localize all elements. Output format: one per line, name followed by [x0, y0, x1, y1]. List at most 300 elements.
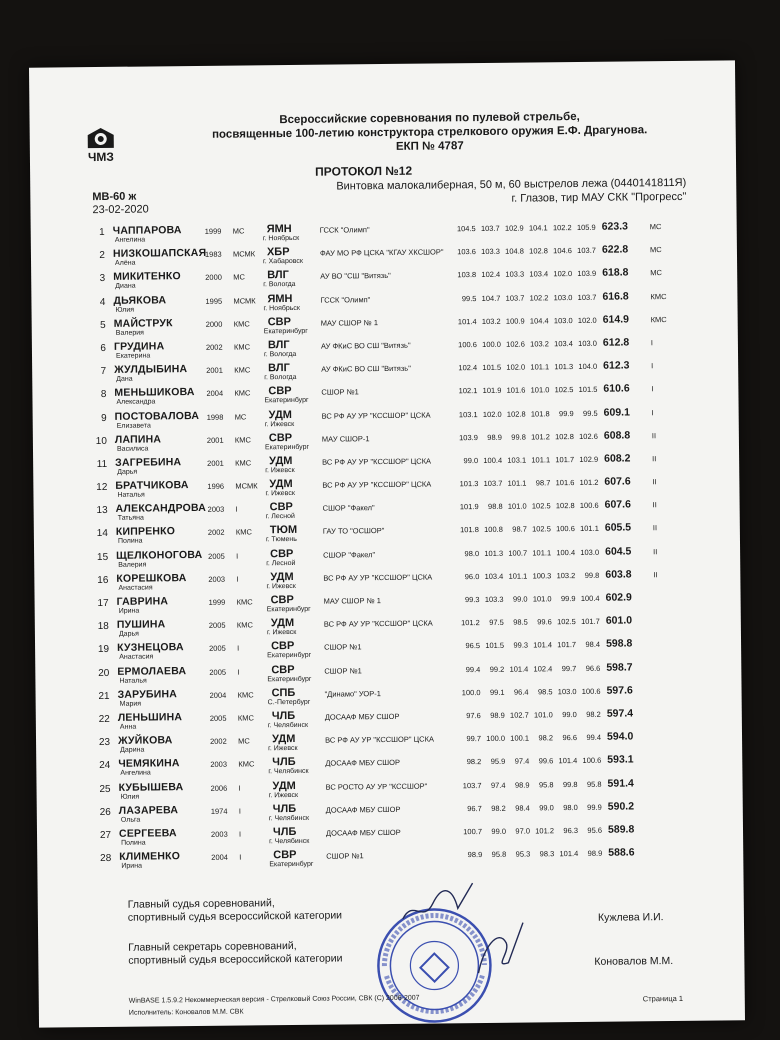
athlete-rank: КМС [237, 713, 254, 723]
series-score: 97.0 [515, 826, 531, 836]
birth-year: 2003 [207, 504, 225, 515]
series-score: 99.5 [461, 293, 477, 303]
place: 12 [96, 481, 108, 494]
city: г. Хабаровск [263, 258, 303, 266]
qualification: II [652, 454, 657, 464]
series-score: 97.5 [489, 617, 504, 628]
birth-year: 2005 [209, 713, 227, 723]
athlete-rank: МСМК [233, 295, 256, 306]
birth-year: 2001 [207, 458, 224, 468]
athlete-surname: КУБЫШЕВА [118, 780, 184, 794]
athlete-surname: КЛИМЕНКО [119, 850, 181, 863]
series-score: 102.8 [506, 409, 526, 419]
series-score: 104.4 [529, 316, 549, 326]
birth-year: 2005 [208, 551, 225, 561]
qualification: II [652, 477, 657, 487]
secretary-signature [468, 918, 529, 979]
series-score: 102.0 [553, 269, 573, 279]
series-score: 102.9 [579, 454, 599, 464]
series-score: 103.7 [577, 292, 597, 302]
athlete-rank: I [236, 551, 239, 561]
athlete-first-name: Мария [119, 700, 142, 708]
series-score: 101.9 [459, 502, 479, 512]
place: 17 [97, 597, 109, 610]
series-score: 102.5 [532, 524, 551, 534]
series-score: 95.9 [490, 757, 506, 767]
place: 27 [99, 829, 112, 841]
place: 20 [98, 667, 110, 679]
series-score: 103.2 [530, 339, 549, 349]
logo-text: ЧМЗ [87, 149, 114, 165]
birth-year: 2005 [208, 620, 226, 631]
club: ВС РФ АУ УР "КССШОР" ЦСКА [322, 479, 432, 490]
athlete-rank: I [237, 667, 240, 677]
competition-date: 23-02-2020 [92, 203, 149, 217]
series-score: 103.4 [529, 269, 549, 279]
athlete-surname: ЛАПИНА [114, 433, 162, 446]
athlete-first-name: Василиса [116, 445, 149, 453]
athlete-first-name: Елизавета [116, 421, 151, 430]
athlete-first-name: Екатерина [115, 352, 151, 360]
series-score: 103.0 [580, 547, 600, 557]
document-title [159, 109, 699, 157]
athlete-rank: КМС [234, 365, 251, 375]
series-score: 103.1 [458, 409, 478, 419]
athlete-rank: МС [234, 411, 247, 422]
total-score: 610.6 [603, 382, 630, 396]
region-code: СВР [268, 431, 293, 444]
city: Екатеринбург [267, 652, 312, 660]
series-score: 96.7 [467, 803, 482, 813]
qualification: II [653, 569, 658, 580]
series-score: 101.4 [509, 664, 529, 674]
total-score: 612.8 [602, 336, 630, 349]
region-code: СПБ [271, 686, 296, 699]
series-score: 104.0 [578, 361, 598, 372]
series-score: 100.4 [556, 547, 576, 557]
series-score: 102.5 [531, 501, 551, 511]
region-code: ЧЛБ [272, 802, 297, 815]
athlete-first-name: Дарина [120, 746, 145, 754]
city: г. Ижевск [268, 745, 298, 753]
athlete-first-name: Ирина [121, 862, 142, 870]
athlete-rank: КМС [237, 690, 254, 700]
birth-year: 2003 [210, 760, 228, 770]
region-code: СВР [271, 640, 295, 653]
athlete-surname: КУЗНЕЦОВА [117, 641, 184, 655]
total-score: 608.8 [603, 429, 631, 442]
series-score: 98.4 [585, 640, 601, 650]
series-score: 103.0 [553, 292, 573, 302]
series-score: 102.8 [555, 501, 575, 511]
region-code: СВР [269, 501, 293, 514]
series-score: 96.6 [585, 663, 601, 673]
birth-year: 2004 [211, 852, 229, 862]
athlete-surname: АЛЕКСАНДРОВА [115, 502, 207, 516]
series-score: 101.7 [557, 640, 577, 650]
birth-year: 1999 [204, 226, 222, 236]
series-score: 101.3 [554, 362, 574, 372]
series-score: 100.8 [484, 525, 503, 535]
club: СШОР №1 [321, 387, 359, 397]
series-score: 100.0 [461, 687, 481, 697]
city: Екатеринбург [264, 443, 310, 451]
series-score: 104.1 [528, 223, 548, 233]
discipline-code: МВ-60 ж [92, 190, 137, 204]
athlete-surname: МИКИТЕНКО [113, 270, 181, 284]
series-score: 95.8 [491, 849, 507, 859]
qualification: КМС [650, 291, 667, 301]
series-score: 101.1 [507, 478, 527, 488]
series-score: 101.0 [532, 594, 552, 604]
total-score: 594.0 [606, 730, 634, 743]
city: г. Челябинск [268, 768, 309, 776]
total-score: 608.2 [604, 452, 631, 465]
series-score: 101.6 [555, 478, 575, 488]
place: 19 [97, 644, 110, 656]
series-score: 98.0 [563, 802, 578, 812]
place: 1 [99, 226, 105, 238]
series-score: 98.8 [487, 502, 503, 512]
series-score: 101.8 [530, 408, 550, 418]
series-score: 99.9 [587, 802, 602, 812]
total-score: 609.1 [603, 405, 630, 419]
series-score: 100.6 [582, 756, 602, 766]
total-score: 618.8 [602, 266, 629, 280]
club: МАУ СШОР-1 [321, 433, 370, 444]
qualification: МС [649, 245, 662, 255]
city: Екатеринбург [267, 675, 312, 683]
athlete-surname: ЧЕМЯКИНА [118, 757, 180, 771]
athlete-rank: МС [232, 226, 245, 236]
total-score: 601.0 [605, 614, 633, 627]
series-score: 96.3 [563, 825, 579, 836]
series-score: 103.0 [553, 315, 573, 325]
city: г. Лесной [265, 513, 295, 521]
series-score: 101.7 [580, 616, 600, 627]
series-score: 102.4 [533, 663, 553, 674]
city: г. Ноябрьск [263, 304, 301, 312]
athlete-surname: КОРЕШКОВА [116, 571, 187, 585]
title-line: посвященные 100-летию конструктора стрелкового оружия Е.Ф. Драгунова. [212, 124, 648, 141]
page-number: Страница 1 [642, 993, 684, 1004]
birth-year: 1974 [210, 806, 228, 816]
results-table [87, 219, 724, 875]
judge-signature [398, 878, 479, 929]
qualification: II [652, 500, 657, 510]
athlete-first-name: Полина [121, 839, 146, 847]
total-score: 597.4 [606, 707, 634, 720]
series-score: 99.8 [511, 432, 526, 442]
series-score: 101.3 [484, 548, 504, 558]
athlete-surname: ПОСТОВАЛОВА [114, 409, 200, 423]
series-score: 101.4 [558, 756, 578, 766]
series-score: 101.2 [531, 431, 550, 442]
athlete-rank: МСМК [232, 249, 256, 259]
total-score: 588.6 [608, 846, 635, 859]
athlete-rank: КМС [235, 527, 252, 538]
club: ДОСААФ МБУ СШОР [325, 758, 401, 768]
series-score: 103.9 [577, 269, 597, 279]
athlete-first-name: Ангелина [120, 769, 151, 778]
athlete-surname: ЛЕНЬШИНА [117, 711, 183, 724]
series-score: 103.8 [457, 270, 477, 280]
series-score: 102.0 [482, 409, 502, 419]
club: ФАУ МО РФ ЦСКА "КГАУ ХКСШОР" [319, 247, 444, 258]
club: АУ ФКиС ВО СШ "Витязь" [320, 340, 411, 351]
total-score: 591.4 [607, 776, 634, 790]
series-score: 96.0 [464, 571, 480, 581]
series-score: 103.7 [505, 293, 525, 303]
place: 10 [95, 435, 107, 447]
city: Екатеринбург [269, 860, 314, 869]
club: ВС РФ АУ УР "КССШОР" ЦСКА [321, 410, 431, 421]
series-score: 99.0 [512, 594, 528, 604]
series-score: 96.4 [513, 687, 529, 697]
series-score: 102.2 [529, 292, 549, 303]
total-score: 614.9 [602, 313, 630, 326]
birth-year: 2005 [209, 667, 227, 677]
series-score: 99.6 [537, 617, 552, 627]
club: ГССК "Олимп" [319, 225, 370, 235]
birth-year: 1996 [207, 481, 225, 491]
series-score: 98.9 [490, 710, 505, 720]
total-score: 597.6 [606, 684, 633, 697]
series-score: 98.3 [539, 849, 555, 859]
title-line: ЕКП № 4787 [395, 140, 464, 153]
qualification: II [652, 523, 658, 533]
software-footer: WinBASE 1.5.9.2 Некоммерческая версия - Стрелковый Союз России, СВК (С) 2006-2007 [128, 994, 420, 1005]
athlete-first-name: Полина [117, 537, 143, 546]
venue: г. Глазов, тир МАУ СКК "Прогресс" [511, 190, 687, 205]
club: СШОР "Факел" [323, 549, 376, 560]
athlete-first-name: Анастасия [119, 653, 154, 662]
series-score: 98.9 [587, 848, 603, 858]
place: 6 [100, 342, 106, 354]
judge-title-line: спортивный судья всероссийской категории [127, 909, 343, 924]
series-score: 100.1 [510, 733, 530, 743]
series-score: 102.2 [552, 223, 572, 233]
athlete-first-name: Валерия [115, 329, 144, 337]
club: СШОР №1 [324, 642, 362, 653]
chief-secretary-name: Коновалов М.М. [594, 955, 674, 968]
series-score: 104.6 [553, 246, 572, 256]
place: 14 [96, 528, 108, 540]
series-score: 101.5 [578, 385, 598, 395]
club: "Динамо" УОР-1 [324, 688, 381, 699]
birth-year: 2000 [205, 319, 223, 329]
series-score: 102.1 [458, 386, 478, 396]
athlete-surname: ЛАЗАРЕВА [118, 803, 179, 817]
total-score: 607.6 [604, 498, 631, 511]
club: ДОСААФ МБУ СШОР [325, 827, 401, 838]
region-code: СВР [273, 849, 297, 862]
athlete-surname: ЖУЛДЫБИНА [114, 363, 188, 376]
total-score: 602.9 [605, 591, 632, 604]
secretary-title-line: Главный секретарь соревнований, [128, 939, 297, 954]
athlete-first-name: Наталья [117, 491, 145, 499]
athlete-first-name: Дана [116, 375, 133, 383]
athlete-first-name: Валерия [118, 561, 147, 569]
birth-year: 2000 [205, 273, 222, 283]
series-score: 98.9 [514, 780, 530, 790]
total-score: 623.3 [601, 220, 629, 233]
city: С.-Петербург [267, 698, 311, 707]
chief-judge-name: Кужлева И.И. [597, 911, 664, 924]
region-code: СВР [270, 593, 294, 607]
athlete-surname: КИПРЕНКО [115, 525, 176, 539]
total-score: 598.7 [606, 660, 633, 674]
series-score: 98.7 [512, 524, 527, 535]
place: 15 [96, 551, 109, 563]
protocol-sheet [29, 60, 745, 1027]
series-score: 101.1 [531, 455, 551, 465]
series-score: 97.4 [514, 756, 530, 766]
city: Екатеринбург [264, 397, 309, 405]
qualification: II [653, 546, 658, 556]
series-score: 101.2 [535, 826, 555, 836]
chief-secretary-title [128, 939, 342, 967]
athlete-rank: I [235, 504, 238, 514]
series-score: 99.8 [584, 570, 600, 580]
series-score: 99.6 [538, 756, 554, 766]
total-score: 593.1 [607, 753, 634, 767]
athlete-first-name: Ирина [118, 607, 140, 615]
region-code: УДМ [269, 454, 293, 468]
club: СШОР "Факел" [322, 503, 375, 513]
athlete-surname: ЗАРУБИНА [117, 687, 178, 701]
place: 4 [99, 296, 106, 308]
series-score: 99.4 [465, 664, 481, 674]
athlete-surname: ДЬЯКОВА [113, 293, 167, 307]
athlete-rank: КМС [238, 759, 255, 769]
series-score: 103.7 [483, 478, 503, 489]
place: 3 [99, 273, 106, 285]
birth-year: 2002 [205, 342, 223, 352]
birth-year: 2002 [207, 528, 225, 538]
series-score: 100.4 [580, 593, 600, 603]
region-code: СВР [268, 385, 292, 398]
series-score: 103.4 [484, 571, 504, 581]
series-score: 103.3 [481, 246, 500, 257]
athlete-rank: МСМК [235, 481, 258, 491]
birth-year: 2004 [206, 389, 224, 399]
series-score: 99.8 [562, 779, 578, 789]
series-score: 99.9 [558, 408, 574, 418]
athlete-first-name: Дарья [118, 630, 139, 638]
series-score: 105.9 [576, 222, 596, 232]
region-code: УДМ [270, 570, 294, 584]
series-score: 103.0 [578, 338, 597, 348]
logo-emblem-icon [86, 127, 116, 149]
place: 28 [100, 852, 112, 865]
series-score: 99.0 [463, 455, 479, 466]
place: 8 [100, 389, 107, 401]
series-score: 103.2 [481, 316, 501, 326]
qualification: I [651, 407, 654, 417]
series-score: 99.2 [489, 664, 505, 674]
city: г. Вологда [264, 374, 297, 382]
series-score: 101.0 [530, 385, 550, 395]
series-score: 103.7 [462, 780, 482, 790]
city: г. Ижевск [266, 629, 297, 637]
athlete-surname: МАЙСТРУК [113, 316, 173, 330]
total-score: 603.8 [605, 568, 632, 581]
series-score: 99.0 [562, 709, 577, 720]
athlete-first-name: Алёна [115, 259, 136, 268]
qualification: I [650, 338, 654, 348]
total-score: 616.8 [602, 290, 629, 303]
athlete-surname: ГРУДИНА [113, 340, 165, 353]
chief-judge-title [128, 896, 342, 924]
series-score: 98.5 [513, 617, 528, 627]
series-score: 102.8 [555, 431, 574, 441]
club: ДОСААФ МБУ СШОР [324, 711, 400, 722]
series-score: 103.7 [480, 223, 500, 233]
city: г. Лесной [266, 559, 296, 567]
athlete-first-name: Наталья [119, 677, 147, 685]
qualification: МС [650, 268, 662, 278]
city: г. Ижевск [265, 490, 295, 498]
region-code: ВЛГ [268, 362, 290, 375]
series-score: 101.4 [457, 316, 477, 326]
series-score: 97.6 [466, 710, 481, 721]
series-score: 101.8 [460, 525, 479, 535]
club: СШОР №1 [326, 851, 364, 861]
total-score: 589.8 [607, 823, 635, 836]
series-score: 103.1 [507, 455, 527, 465]
title-line: Всероссийские соревнования по пулевой стрельбе, [279, 110, 580, 127]
series-score: 101.4 [533, 640, 553, 650]
athlete-first-name: Юлия [120, 793, 140, 801]
region-code: СВР [270, 547, 294, 560]
series-score: 103.0 [557, 686, 577, 696]
series-score: 101.1 [530, 362, 550, 372]
place: 18 [97, 621, 109, 633]
series-score: 95.3 [515, 849, 531, 859]
series-score: 100.4 [483, 455, 503, 465]
series-score: 98.4 [515, 803, 530, 813]
total-score: 604.5 [605, 545, 632, 558]
executor-footer: Исполнитель: Коновалов М.М. СВК [128, 1008, 244, 1017]
series-score: 100.6 [581, 686, 601, 696]
region-code: УДМ [269, 478, 293, 491]
club: ВС РФ АУ УР "КССШОР" ЦСКА [323, 618, 433, 629]
series-score: 99.1 [489, 687, 505, 697]
birth-year: 2001 [206, 435, 224, 445]
birth-year: 2002 [210, 736, 227, 746]
region-code: УДМ [272, 779, 296, 792]
athlete-surname: БРАТЧИКОВА [115, 479, 189, 492]
place: 13 [96, 505, 108, 517]
athlete-first-name: Юлия [115, 306, 135, 314]
total-score: 612.3 [603, 359, 630, 372]
club: АУ ВО "СШ "Витязь" [320, 271, 391, 282]
athlete-first-name: Александра [116, 398, 156, 407]
region-code: СВР [271, 663, 295, 676]
series-score: 99.7 [561, 663, 577, 673]
region-code: УДМ [271, 733, 296, 746]
athlete-first-name: Ольга [120, 816, 141, 824]
club: ВС РОСТО АУ УР "КССШОР" [325, 781, 428, 792]
athlete-first-name: Диана [115, 282, 136, 291]
athlete-rank: I [239, 852, 242, 862]
total-score: 598.8 [605, 637, 633, 651]
athlete-rank: КМС [236, 620, 253, 630]
series-score: 101.1 [532, 547, 552, 558]
region-code: ЧЛБ [272, 825, 297, 839]
athlete-rank: КМС [234, 388, 251, 398]
